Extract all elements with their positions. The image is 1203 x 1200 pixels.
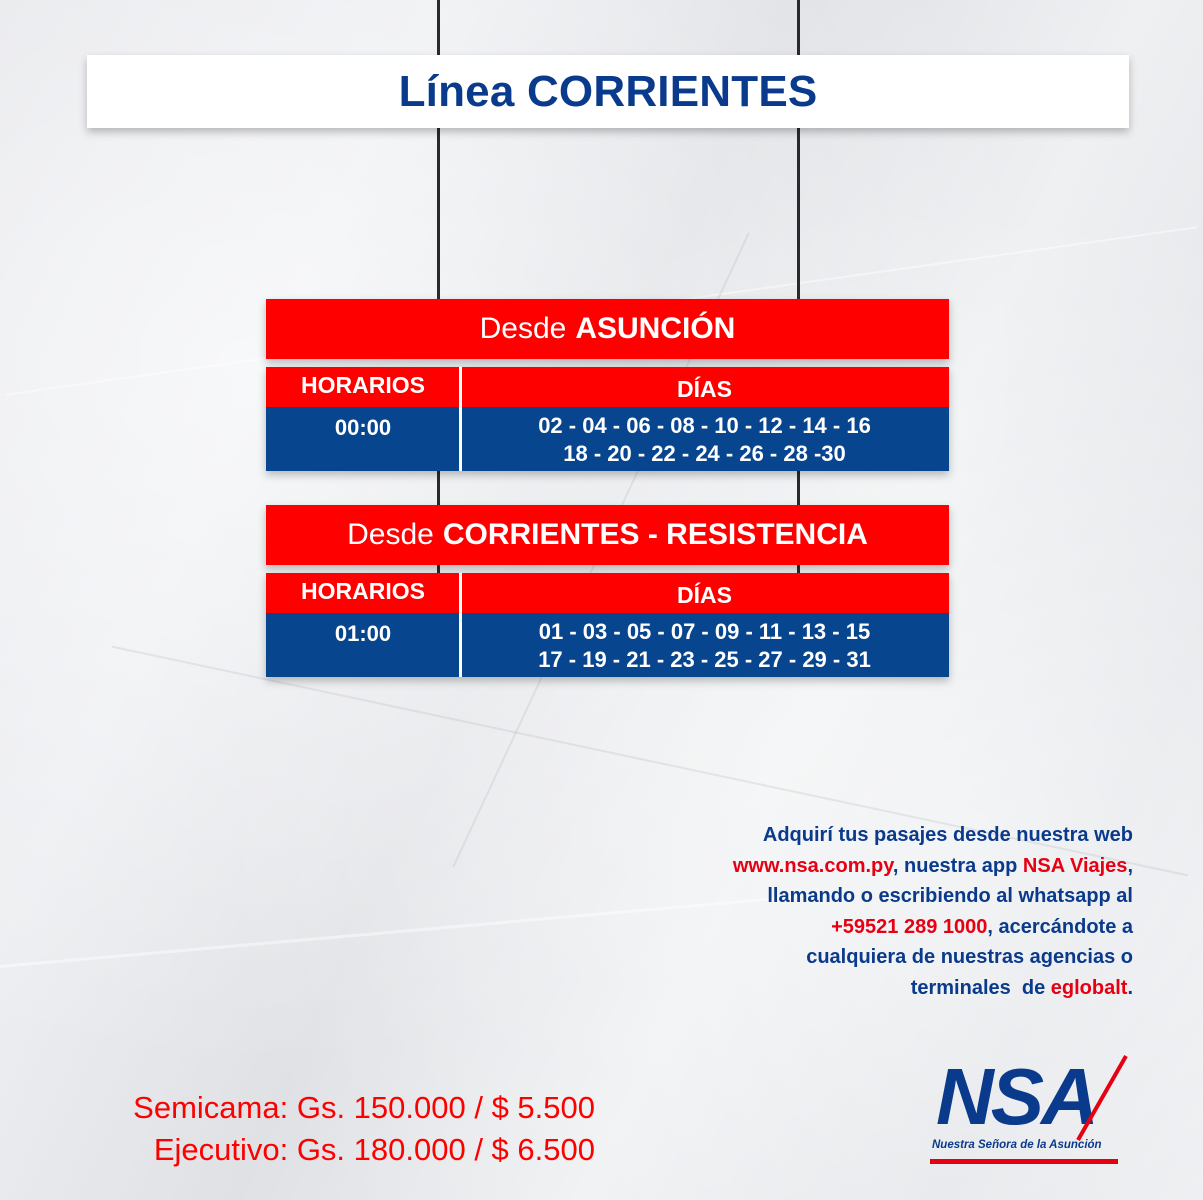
schedule-asuncion: [266, 299, 949, 471]
schedule-header-prefix: Desde: [347, 518, 434, 551]
info-text: , nuestra app: [892, 854, 1023, 877]
fare-prices: [95, 1087, 595, 1171]
schedule-header: [266, 299, 949, 359]
info-line: Adquirí tus pasajes desde nuestra web: [762, 824, 1133, 846]
column-header-horarios: HORARIOS: [301, 577, 425, 604]
hanging-rope-right: [797, 470, 800, 506]
info-text: , acercándote a: [987, 915, 1133, 938]
schedule-table-header-row: [266, 367, 949, 407]
schedule-header-origin: ASUNCIÓN: [575, 312, 736, 345]
schedule-corrientes-resistencia: [266, 505, 949, 677]
schedule-table-row: [266, 407, 949, 471]
website-link[interactable]: www.nsa.com.py: [732, 854, 893, 877]
app-name: NSA Viajes: [1022, 854, 1128, 877]
column-header-dias: DÍAS: [677, 581, 732, 608]
info-line: [613, 851, 1133, 882]
whatsapp-phone[interactable]: +59521 289 1000: [831, 915, 988, 938]
info-text: terminales de: [910, 976, 1051, 999]
schedule-header: [266, 505, 949, 565]
schedule-table: [266, 573, 949, 677]
departure-time: 00:00: [334, 415, 392, 440]
nsa-logo-subtitle: Nuestra Señora de la Asunción: [932, 1139, 1102, 1151]
hanging-rope-right: [797, 0, 800, 300]
info-line: [613, 912, 1133, 943]
logo-slash-icon: [928, 1052, 1128, 1152]
schedule-table-header-row: [266, 573, 949, 613]
info-text: ,: [1127, 854, 1133, 877]
terminals-name: eglobalt: [1050, 976, 1128, 999]
nsa-logo-text: NSA: [936, 1052, 1096, 1141]
departure-time: 01:00: [334, 621, 392, 646]
column-divider: [459, 367, 462, 471]
column-divider: [459, 573, 462, 677]
info-line: [613, 973, 1133, 1004]
schedule-table-row: [266, 613, 949, 677]
departure-days-line: 01 - 03 - 05 - 07 - 09 - 11 - 13 - 15: [538, 619, 871, 644]
info-line: llamando o escribiendo al whatsapp al: [767, 885, 1133, 907]
nsa-logo: [928, 1052, 1128, 1170]
departure-days: [460, 613, 949, 677]
price-semicama: Semicama: Gs. 150.000 / $ 5.500: [133, 1090, 595, 1125]
column-header-dias: DÍAS: [677, 375, 732, 402]
schedule-table: [266, 367, 949, 471]
hanging-rope-left: [437, 470, 440, 506]
page-title-line-name: CORRIENTES: [526, 66, 818, 116]
page-title-prefix: Línea: [398, 66, 515, 116]
column-header-horarios: HORARIOS: [301, 371, 425, 398]
departure-days: [460, 407, 949, 471]
schedule-header-origin: CORRIENTES - RESISTENCIA: [442, 518, 868, 551]
price-ejecutivo: Ejecutivo: Gs. 180.000 / $ 6.500: [153, 1132, 595, 1167]
departure-days-line: 18 - 20 - 22 - 24 - 26 - 28 -30: [563, 441, 846, 466]
info-text: .: [1127, 976, 1133, 999]
schedule-header-prefix: Desde: [479, 312, 567, 345]
info-line: cualquiera de nuestras agencias o: [806, 946, 1133, 968]
purchase-info-text: [613, 820, 1133, 1003]
page-title-card: [87, 55, 1129, 128]
departure-days-line: 02 - 04 - 06 - 08 - 10 - 12 - 14 - 16: [538, 413, 871, 438]
hanging-rope-left: [437, 0, 440, 300]
page-title: [399, 67, 818, 117]
logo-underline: [930, 1159, 1118, 1164]
departure-days-line: 17 - 19 - 21 - 23 - 25 - 27 - 29 - 31: [538, 647, 871, 672]
